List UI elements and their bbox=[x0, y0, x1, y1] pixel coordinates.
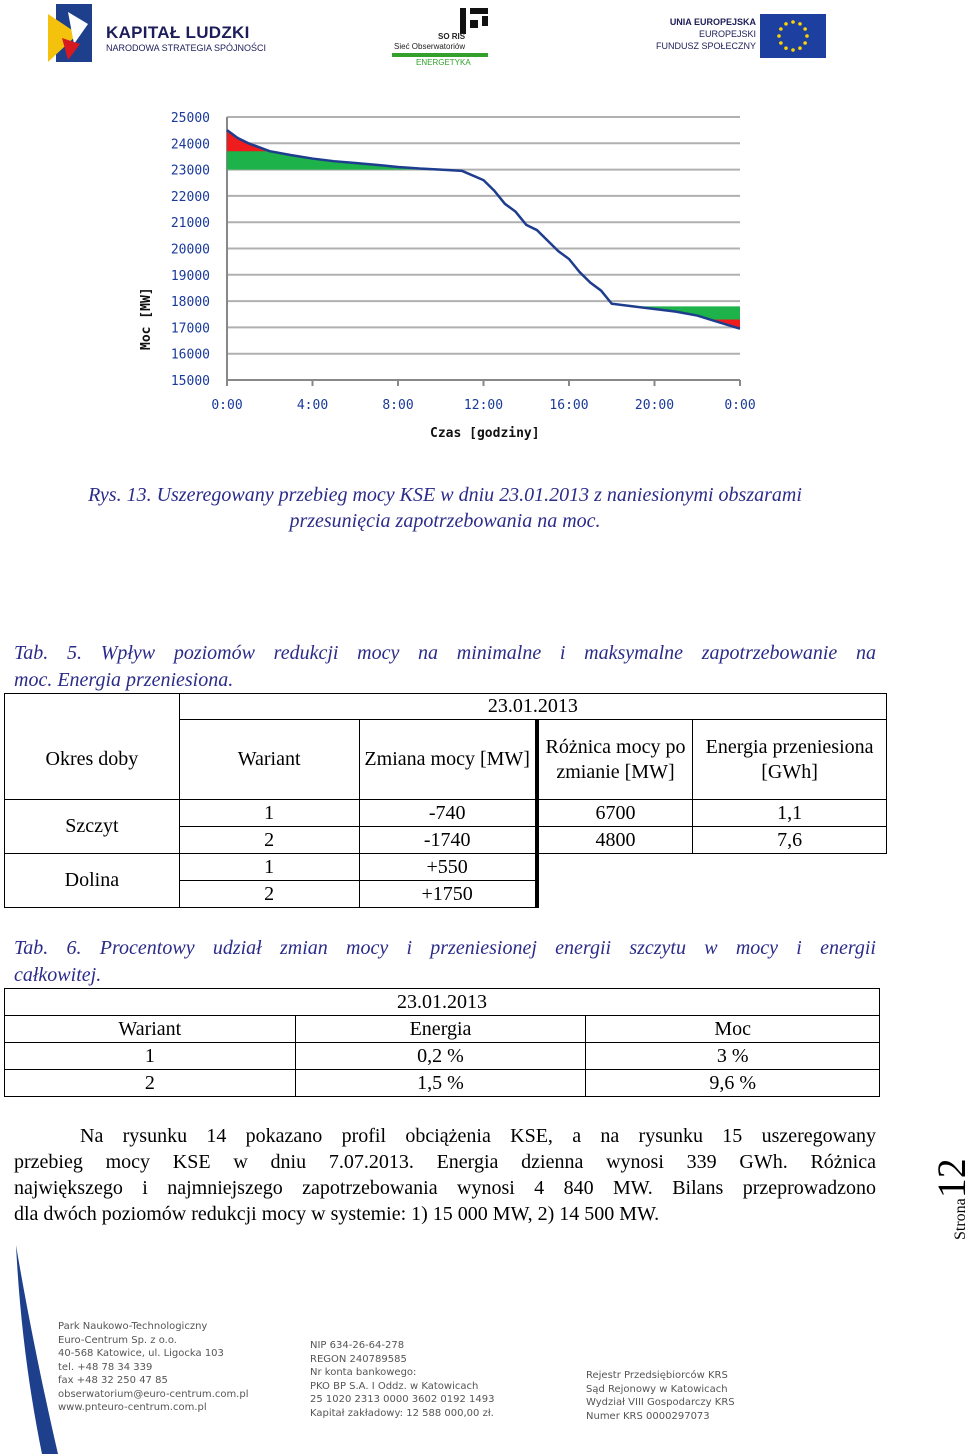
y-tick-label: 23000 bbox=[170, 163, 210, 179]
table-cell: 1 bbox=[179, 854, 359, 881]
x-tick-label: 8:00 bbox=[382, 398, 414, 413]
tab6-date: 23.01.2013 bbox=[5, 989, 880, 1016]
table-6 bbox=[4, 988, 880, 1097]
chart-x-ticks bbox=[211, 380, 755, 413]
footer-company-line: fax +48 32 250 47 85 bbox=[58, 1375, 168, 1386]
table-row bbox=[5, 800, 887, 827]
tab6-header-energia: Energia bbox=[295, 1016, 586, 1043]
footer-bank-line: 25 1020 2313 0000 3602 0192 1493 bbox=[310, 1394, 495, 1405]
tab5-group-dolina: Dolina bbox=[5, 854, 180, 908]
y-tick-label: 20000 bbox=[170, 242, 210, 258]
table-cell: 4800 bbox=[537, 827, 693, 854]
soris-sub: ENERGETYKA bbox=[416, 58, 471, 67]
x-tick-label: 16:00 bbox=[549, 398, 589, 413]
table-cell: -1740 bbox=[359, 827, 537, 854]
table-cell: +550 bbox=[359, 854, 537, 881]
chart-y-label: Moc [MW] bbox=[139, 287, 154, 350]
tab5-header-roznica: Różnica mocy po zmianie [MW] bbox=[537, 720, 693, 800]
y-tick-label: 24000 bbox=[170, 137, 210, 153]
tab5-caption-line2: moc. Energia przeniesiona. bbox=[14, 669, 234, 691]
table-cell: 2 bbox=[179, 881, 359, 908]
kapital-ludzki-subtitle: NARODOWA STRATEGIA SPÓJNOŚCI bbox=[106, 43, 267, 53]
footer-company-line: tel. +48 78 34 339 bbox=[58, 1361, 153, 1373]
tab5-caption-line1: Tab. 5. Wpływ poziomów redukcji mocy na minimalne i maksymalne zapotrzebowanie na bbox=[14, 642, 876, 664]
tab5-date: 23.01.2013 bbox=[179, 694, 886, 720]
ue-line3: FUNDUSZ SPOŁECZNY bbox=[655, 41, 756, 51]
table-cell: 1 bbox=[179, 800, 359, 827]
paragraph-line1: Na rysunku 14 pokazano profil obciążenia KSE, a na rysunku 15 uszeregowany bbox=[80, 1125, 876, 1147]
page-number-label: Strona bbox=[952, 1198, 969, 1240]
footer-registry-line: Sąd Rejonowy w Katowicach bbox=[586, 1383, 728, 1395]
footer-bank-line: REGON 240789585 bbox=[310, 1353, 407, 1365]
table-cell: +1750 bbox=[359, 881, 537, 908]
x-tick-label: 20:00 bbox=[634, 398, 675, 413]
y-tick-label: 22000 bbox=[170, 189, 210, 205]
table-cell: 7,6 bbox=[693, 827, 887, 854]
x-tick-label: 0:00 bbox=[211, 398, 243, 413]
y-tick-label: 21000 bbox=[170, 216, 210, 232]
table-row bbox=[5, 854, 887, 881]
y-tick-label: 18000 bbox=[170, 295, 210, 311]
footer-registry-line: Wydział VIII Gospodarczy KRS bbox=[586, 1397, 735, 1408]
footer-registry-line: Numer KRS 0000297073 bbox=[586, 1410, 710, 1422]
table-cell: 2 bbox=[5, 1070, 296, 1097]
tab6-caption-line1: Tab. 6. Procentowy udział zmian mocy i przeniesionej energii szczytu w mocy i energii bbox=[14, 937, 876, 959]
chart-shift-areas bbox=[227, 130, 740, 329]
page-number bbox=[929, 1158, 974, 1240]
table-5 bbox=[4, 693, 887, 908]
table-cell: 2 bbox=[179, 827, 359, 854]
paragraph-line4: dla dwóch poziomów redukcji mocy w systemie: 1) 15 000 MW, 2) 14 500 MW. bbox=[14, 1203, 660, 1225]
footer-company-line: obserwatorium@euro-centrum.com.pl bbox=[58, 1388, 249, 1400]
load-chart bbox=[130, 100, 770, 450]
ue-line2: EUROPEJSKI bbox=[698, 29, 756, 39]
valley-green-area bbox=[633, 306, 740, 328]
chart-x-label: Czas [godziny] bbox=[430, 426, 540, 441]
x-tick-label: 12:00 bbox=[463, 398, 504, 413]
footer-company-line: Euro-Centrum Sp. z o.o. bbox=[58, 1334, 177, 1346]
footer-registry-line: Rejestr Przedsiębiorców KRS bbox=[586, 1370, 728, 1381]
tab5-header-wariant: Wariant bbox=[179, 720, 359, 800]
paragraph-line3: największego i najmniejszego zapotrzebowania wynosi 4 840 MW. Bilans przeprowadzono bbox=[14, 1177, 876, 1199]
table-row bbox=[5, 1043, 880, 1070]
y-tick-label: 17000 bbox=[170, 321, 210, 337]
footer-registry bbox=[586, 1369, 735, 1423]
footer-bank bbox=[310, 1339, 495, 1420]
footer-company-line: Park Naukowo-Technologiczny bbox=[58, 1321, 208, 1332]
table-cell: 1 bbox=[5, 1043, 296, 1070]
y-tick-label: 15000 bbox=[170, 374, 210, 389]
footer-company bbox=[58, 1320, 249, 1415]
table-cell: 1,5 % bbox=[295, 1070, 586, 1097]
tab6-header-moc: Moc bbox=[586, 1016, 880, 1043]
soris-green-bar bbox=[392, 53, 488, 57]
kapital-ludzki-logo bbox=[48, 4, 100, 66]
footer-company-line: 40-568 Katowice, ul. Ligocka 103 bbox=[58, 1348, 224, 1359]
y-tick-label: 16000 bbox=[170, 347, 210, 363]
footer-bank-line: Nr konta bankowego: bbox=[310, 1367, 417, 1378]
ue-line1: UNIA EUROPEJSKA bbox=[669, 17, 756, 27]
figure-caption-line2: przesunięcia zapotrzebowania na moc. bbox=[289, 510, 601, 532]
tab6-caption-line2: całkowitej. bbox=[14, 964, 102, 986]
footer-bank-line: NIP 634-26-64-278 bbox=[310, 1340, 405, 1351]
page-number-value: 12 bbox=[929, 1158, 974, 1199]
x-tick-label: 4:00 bbox=[296, 398, 329, 413]
tab5-header-zmiana: Zmiana mocy [MW] bbox=[359, 720, 537, 800]
footer-swoosh bbox=[12, 1245, 58, 1454]
tab5-group-szczyt: Szczyt bbox=[5, 800, 180, 854]
table-cell: -740 bbox=[359, 800, 537, 827]
tab5-header-okres: Okres doby bbox=[5, 720, 180, 800]
tab6-header-wariant: Wariant bbox=[5, 1016, 296, 1043]
footer-company-line: www.pnteuro-centrum.com.pl bbox=[58, 1402, 207, 1413]
kapital-ludzki-title: KAPITAŁ LUDZKI bbox=[106, 23, 250, 42]
figure-caption-line1: Rys. 13. Uszeregowany przebieg mocy KSE w dniu 23.01.2013 z naniesionymi obszarami bbox=[88, 484, 802, 506]
footer-bank-line: Kapitał zakładowy: 12 588 000,00 zł. bbox=[310, 1407, 494, 1419]
soris-name: SO RIS bbox=[438, 32, 466, 41]
table-cell: 3 % bbox=[586, 1043, 880, 1070]
table-cell: 6700 bbox=[537, 800, 693, 827]
table-cell: 0,2 % bbox=[295, 1043, 586, 1070]
soris-line: Sieć Obserwatoriów bbox=[394, 42, 466, 51]
table-row bbox=[5, 1070, 880, 1097]
y-tick-label: 19000 bbox=[170, 268, 210, 284]
table-cell: 9,6 % bbox=[586, 1070, 880, 1097]
footer-bank-line: PKO BP S.A. I Oddz. w Katowicach bbox=[310, 1380, 479, 1392]
table-cell: 1,1 bbox=[693, 800, 887, 827]
chart-y-ticks bbox=[171, 111, 210, 389]
eu-flag-icon bbox=[760, 14, 826, 58]
y-tick-label: 25000 bbox=[170, 111, 210, 126]
tab5-header-energia: Energia przeniesiona [GWh] bbox=[693, 720, 887, 800]
paragraph-line2: przebieg mocy KSE w dniu 7.07.2013. Energia dzienna wynosi 339 GWh. Różnica bbox=[14, 1151, 876, 1173]
x-tick-label: 0:00 bbox=[724, 398, 756, 413]
